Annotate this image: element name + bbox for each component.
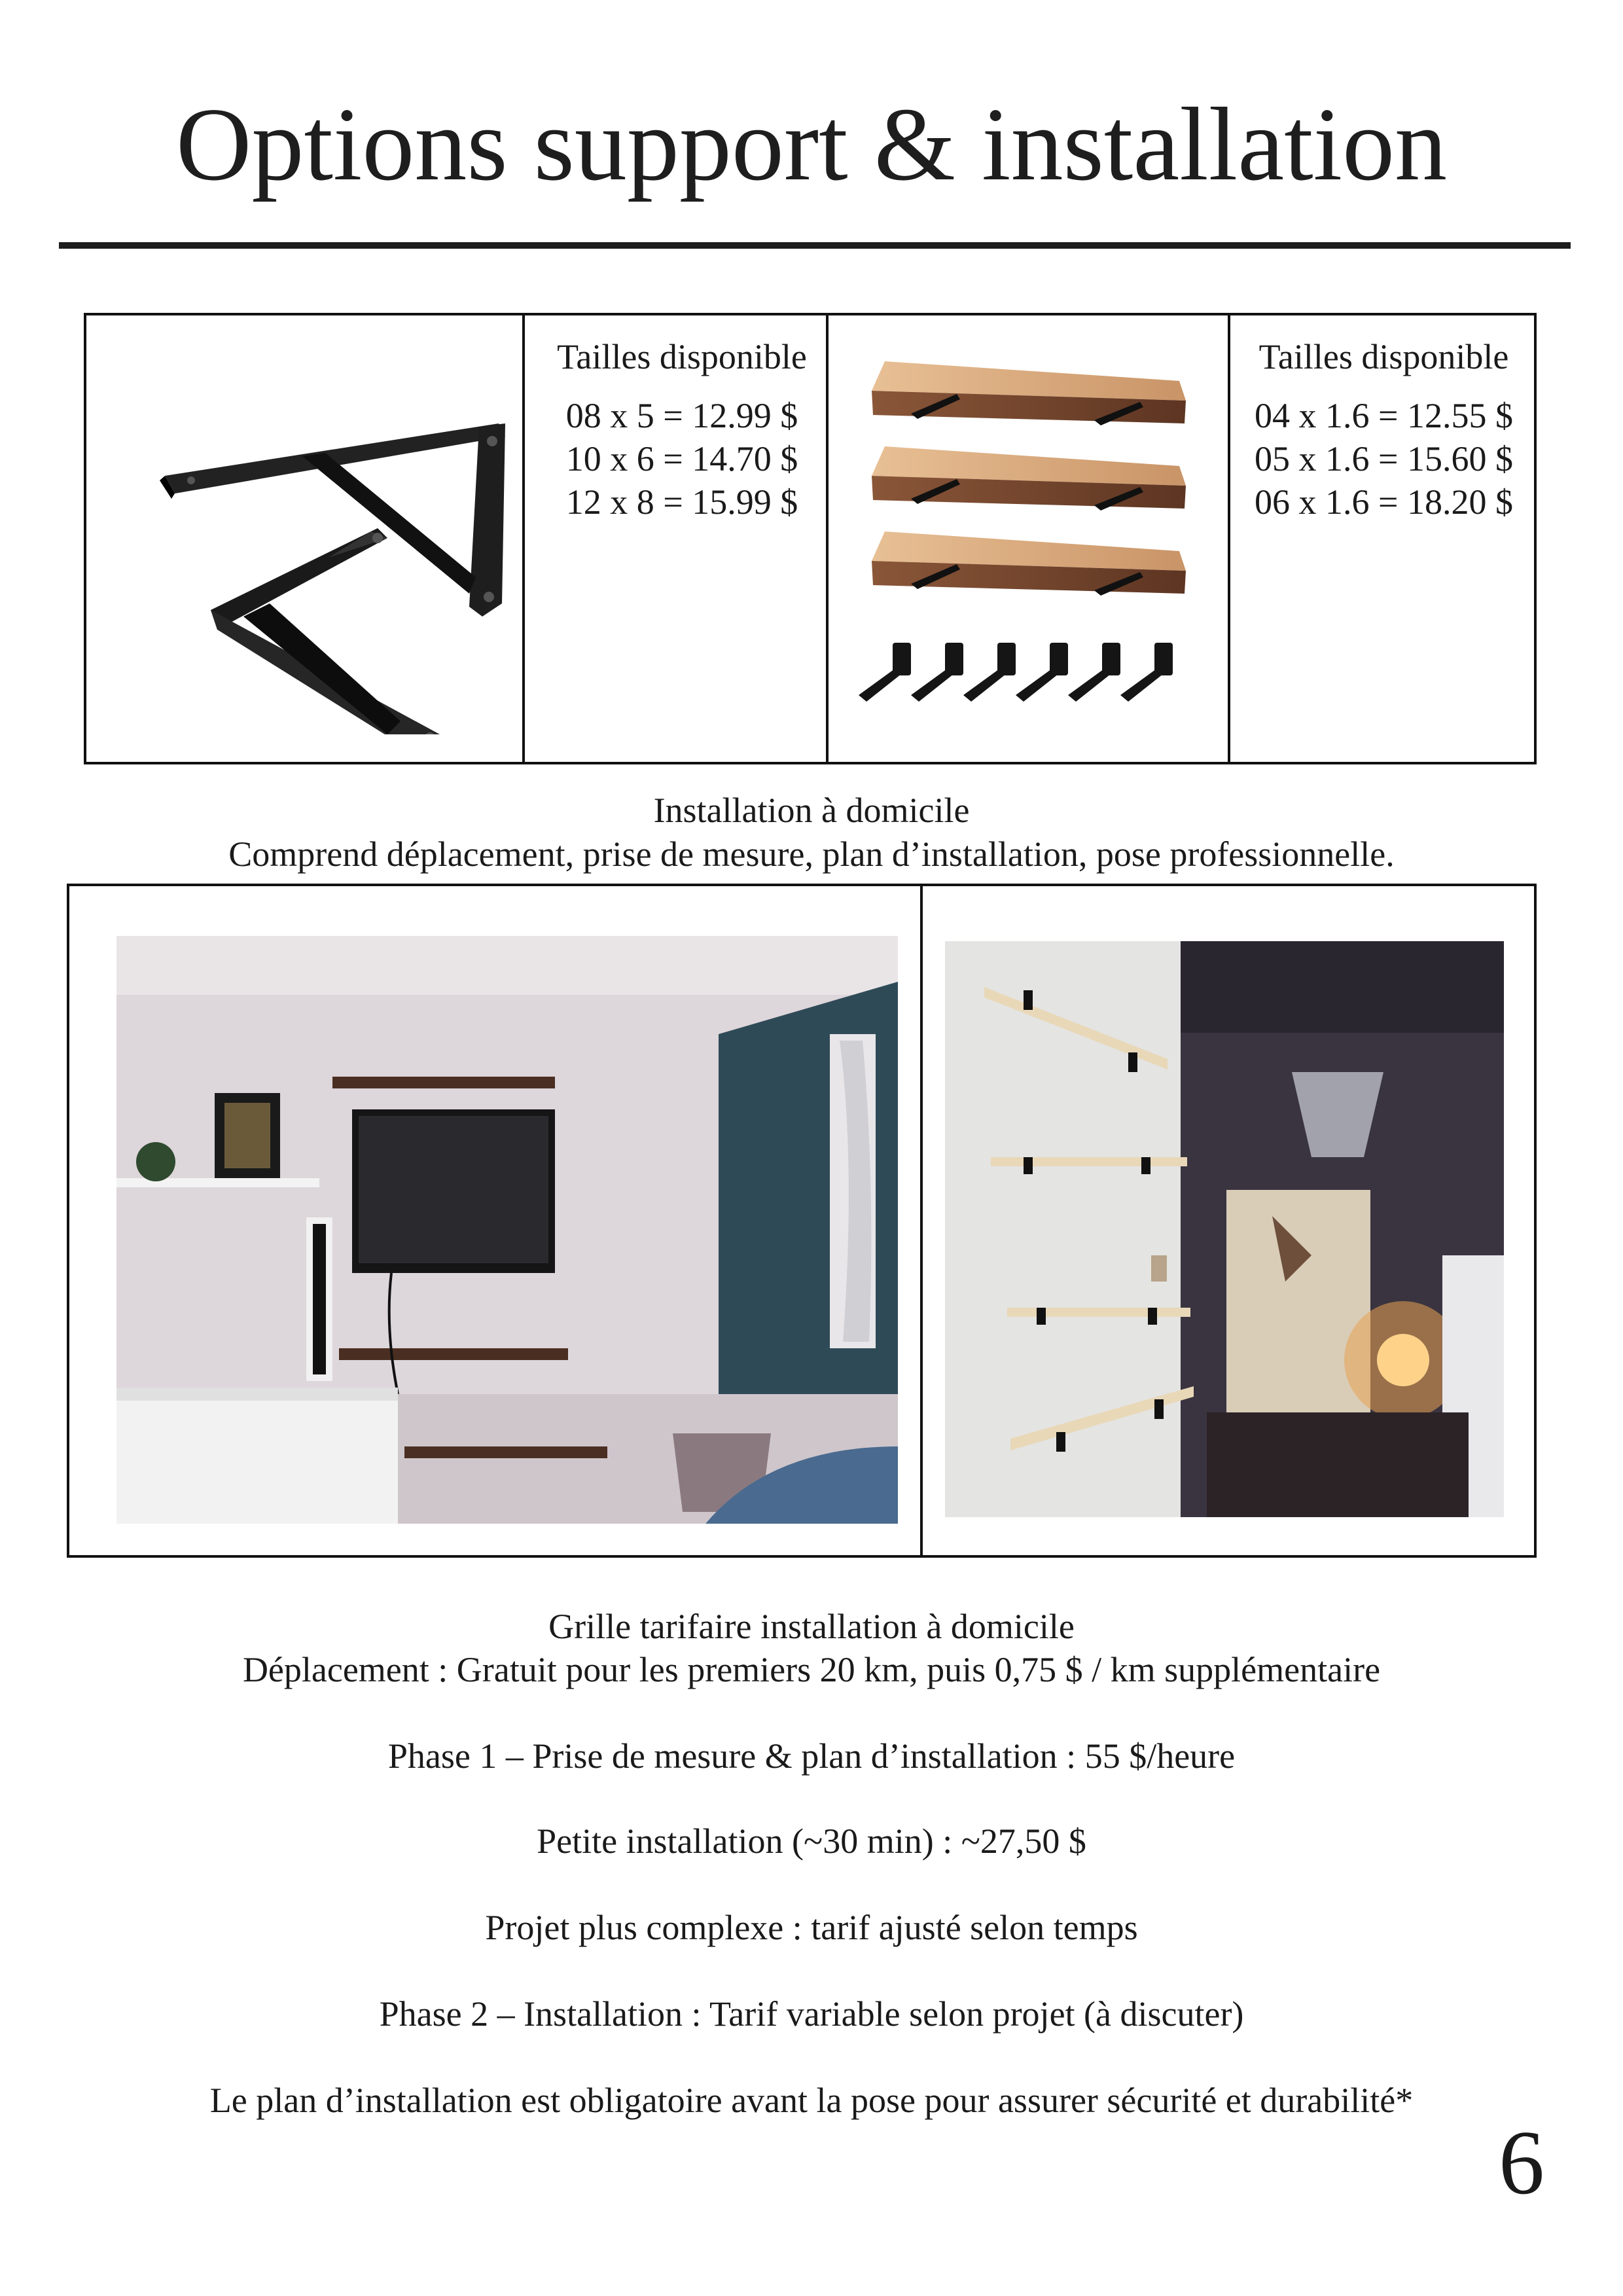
bracket-size-row: 08 x 5 = 12.99 $: [565, 396, 798, 435]
shelf-size-row: 04 x 1.6 = 12.55 $: [1255, 396, 1513, 435]
shelf-size-row: 05 x 1.6 = 15.60 $: [1255, 439, 1513, 478]
shelf-sizes: [1238, 335, 1529, 524]
installation-title: Installation à domicile: [653, 791, 970, 830]
page-number: 6: [1499, 2112, 1544, 2214]
pricing-phase2: Phase 2 – Installation : Tarif variable selon projet (à discuter): [379, 1994, 1244, 2034]
bracket-bottom: [211, 528, 440, 734]
installation-description: Comprend déplacement, prise de mesure, plan d’installation, pose professionnelle.: [228, 834, 1395, 874]
bracket-top: [160, 423, 505, 617]
installation-photo-shelves: [945, 941, 1504, 1517]
pricing-complex-project: Projet plus complexe : tarif ajusté selon temps: [485, 1908, 1138, 1947]
shelf-sizes-header: Tailles disponible: [1258, 337, 1509, 376]
pricing-travel: Déplacement : Gratuit pour les premiers 20 km, puis 0,75 $ / km supplémentaire: [242, 1650, 1381, 1689]
shelf-plank: [872, 361, 1186, 425]
pricing-small-installation: Petite installation (~30 min) : ~27,50 $: [537, 1821, 1086, 1861]
title-divider: [59, 242, 1571, 249]
photo-divider: [920, 886, 923, 1555]
shelf-plank: [872, 446, 1186, 511]
shelf-size-row: 06 x 1.6 = 18.20 $: [1255, 482, 1513, 522]
shelf-image: [846, 355, 1219, 721]
table-divider: [826, 315, 829, 762]
table-divider: [1228, 315, 1230, 762]
products-table: [84, 313, 1537, 764]
bracket-sizes-header: Tailles disponible: [557, 337, 807, 376]
bracket-sizes: [544, 335, 819, 524]
pricing-title: Grille tarifaire installation à domicile: [548, 1607, 1075, 1646]
page-title: Options support & installation: [175, 86, 1448, 202]
shelf-plank: [872, 531, 1186, 596]
bracket-size-row: 10 x 6 = 14.70 $: [565, 439, 798, 478]
installation-photos: [67, 884, 1537, 1558]
bracket-image: [113, 342, 505, 734]
pricing-phase1: Phase 1 – Prise de mesure & plan d’installation : 55 $/heure: [387, 1736, 1236, 1776]
table-divider: [522, 315, 525, 762]
installation-photo-bedroom: [116, 936, 898, 1524]
shelf-brackets: [859, 643, 1173, 702]
bracket-size-row: 12 x 8 = 15.99 $: [565, 482, 798, 522]
pricing-note: Le plan d’installation est obligatoire avant la pose pour assurer sécurité et durabilité*: [209, 2081, 1414, 2120]
